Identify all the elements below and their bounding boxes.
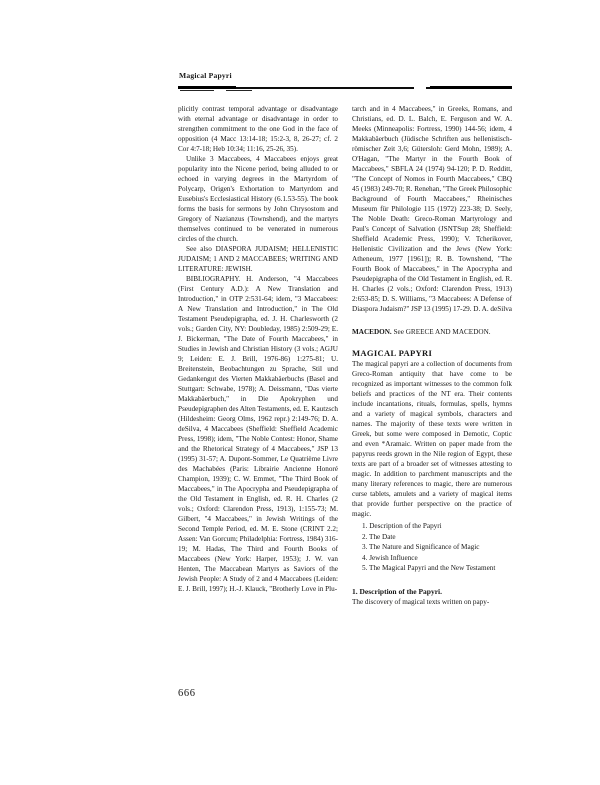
author-signature: D. A. deSilva	[473, 305, 512, 313]
cross-reference-term: MACEDON.	[352, 328, 392, 336]
entry-continuation-paragraph: plicitly contrast temporal advantage or disadvantage with eternal advantage or disadvantage in order to strengthen commitment to the one God in the face of opposition (4 Macc 13:14-18; 15:2-3, 8, 26-27; cf. 2 Cor 4:7-18; Heb 10:34; 11:16, 25-26, 35).	[178, 105, 338, 153]
outline-item: 3. The Nature and Significance of Magic	[362, 543, 480, 551]
right-column	[352, 104, 512, 607]
outline-item: 1. Description of the Papyri	[362, 522, 442, 530]
header-rule-gap	[414, 87, 426, 90]
header-rule-under-dash	[226, 90, 252, 91]
outline-item: 5. The Magical Papyri and the New Testament	[362, 564, 496, 572]
section-first-line: The discovery of magical texts written on papy-	[352, 597, 490, 606]
entry-heading: MAGICAL PAPYRI	[352, 348, 433, 358]
bibliography-continuation: tarch and in 4 Maccabees," in Greeks, Romans, and Christians, ed. D. L. Balch, E. Ferguson and W. A. Meeks (Minneapolis: Fortress, 1990) 144-56; idem, 4 Makkabäerbuch (Jüdische Schriften aus hellenistisch-römischer Zeit 3,6; Gütersloh: Gerd Mohn, 1989); A. O'Hagan, "The Martyr in the Fourth Book of Maccabees," SBFLA 24 (1974) 94-120; P. D. Redditt, "The Concept of Nomos in Fourth Maccabees," CBQ 45 (1983) 249-70; R. Renehan, "The Greek Philosophic Background of Fourth Maccabees," Rheinisches Museum für Philologie 115 (1972) 223-38; D. Seely, The Noble Death: Greco-Roman Martyrology and Paul's Concept of Salvation (JSNTSup 28; Sheffield: Sheffield Academic Press, 1990); V. Tcherikover, Hellenistic Civilization and the Jews (New York: Atheneum, 1977 [1961]); R. B. Townshend, "The Fourth Book of Maccabees," in The Apocrypha and Pseudepigrapha of the Old Testament in English, ed. R. H. Charles (2 vols.; Oxford: Clarendon Press, 1913) 2:653-85; D. S. Williams, "3 Maccabees: A Defense of Diaspora Judaism?" JSP 13 (1995) 17-29.	[352, 105, 512, 313]
entry-intro-paragraph: The magical papyri are a collection of documents from Greco-Roman antiquity that have come to be recognized as important witnesses to the common folk beliefs and practices of the NT era. Their contents include incantations, rituals, formulas, spells, hymns and a variety of magical symbols, characters and names. The majority of these texts were written in Greek, but some were composed in Demotic, Coptic and even *Aramaic. Written on paper made from the papyrus reeds grown in the Nile region of Egypt, these texts are part of a broader set of witnesses attesting to magic. In addition to parchment manuscripts and the many literary references to magic, there are numerous curse tablets, amulets and a variety of magical items that provide further perspective on the practice of magic.	[352, 360, 512, 518]
outline-item: 4. Jewish Influence	[362, 553, 418, 562]
cross-reference-text: See GREECE AND MACEDON.	[393, 328, 491, 336]
entry-paragraph: Unlike 3 Maccabees, 4 Maccabees enjoys great popularity into the Nicene period, being alluded to or echoed in varying degrees in the Martyrdom of Polycarp, Origen's Exhortation to Martyrdom and Eusebius's Ecclesiastical History (6.1.53-55). The book forms the basis for sermons by John Chrysostom and Gregory of Nazianzus (Townshend), and the martyrs themselves continued to be venerated in numerous circles of the church.	[178, 155, 338, 243]
header-rule	[178, 86, 512, 92]
bibliography-paragraph: BIBLIOGRAPHY. H. Anderson, "4 Maccabees (First Century A.D.): A New Translation and Introduction," in OTP 2:531-64; idem, "3 Maccabees: A New Translation and Introduction," in The Old Testament Pseudepigrapha, ed. J. H. Charlesworth (2 vols.; Garden City, NY: Doubleday, 1985) 2:509-29; E. J. Bickerman, "The Date of Fourth Maccabees," in Studies in Jewish and Christian History (3 vols.; AGJU 9; Leiden: E. J. Brill, 1976-86) 1:275-81; U. Breitenstein, Beobachtungen zu Sprache, Stil und Gedankengut des Vierten Makkabäerbuchs (Basel and Stuttgart: Schwabe, 1978); A. Deissmann, "Das vierte Makkabäerbuch," in Die Apokryphen und Pseudepigraphen des Alten Testaments, ed. E. Kautzsch (Hildesheim: Georg Olms, 1962 repr.) 2:149-76; D. A. deSilva, 4 Maccabees (Sheffield: Sheffield Academic Press, 1998); idem, "The Noble Contest: Honor, Shame and the Rhetorical Strategy of 4 Maccabees," JSP 13 (1995) 31-57; A. Dupont-Sommer, Le Quatrième Livre des Machabées (Paris: Librairie Ancienne Honoré Champion, 1939); C. W. Emmet, "The Third Book of Maccabees," in The Apocrypha and Pseudepigrapha of the Old Testament in English, ed. R. H. Charles (2 vols.; Oxford: Clarendon Press, 1913), 1:155-73; M. Gilbert, "4 Maccabees," in Jewish Writings of the Second Temple Period, ed. M. E. Stone (CRINT 2.2; Assen: Van Gorcum; Philadelphia: Fortress, 1984) 316-19; M. Hadas, The Third and Fourth Books of Maccabees (New York: Harper, 1953); J. W. van Henten, The Maccabean Martyrs as Saviors of the Jewish People: A Study of 2 and 4 Maccabees (Leiden: E. J. Brill, 1997); H.-J. Klauck, "Brotherly Love in Plu-	[178, 275, 338, 593]
left-column	[178, 104, 338, 607]
cross-reference	[352, 327, 512, 337]
section-heading: 1. Description of the Papyri.	[352, 586, 442, 596]
entry-outline	[352, 521, 512, 574]
header-rule-thick-segment	[178, 86, 236, 89]
outline-item: 2. The Date	[362, 532, 396, 541]
running-head: Magical Papyri	[179, 71, 232, 80]
page-number: 666	[178, 688, 196, 699]
text-columns	[178, 104, 512, 607]
see-also-paragraph: See also DIASPORA JUDAISM; HELLENISTIC JUDAISM; 1 AND 2 MACCABEES; WRITING AND LITERATURE: JEWISH.	[178, 245, 338, 273]
header-rule-under-dash	[180, 90, 214, 91]
header-rule-right-dash	[430, 86, 512, 89]
